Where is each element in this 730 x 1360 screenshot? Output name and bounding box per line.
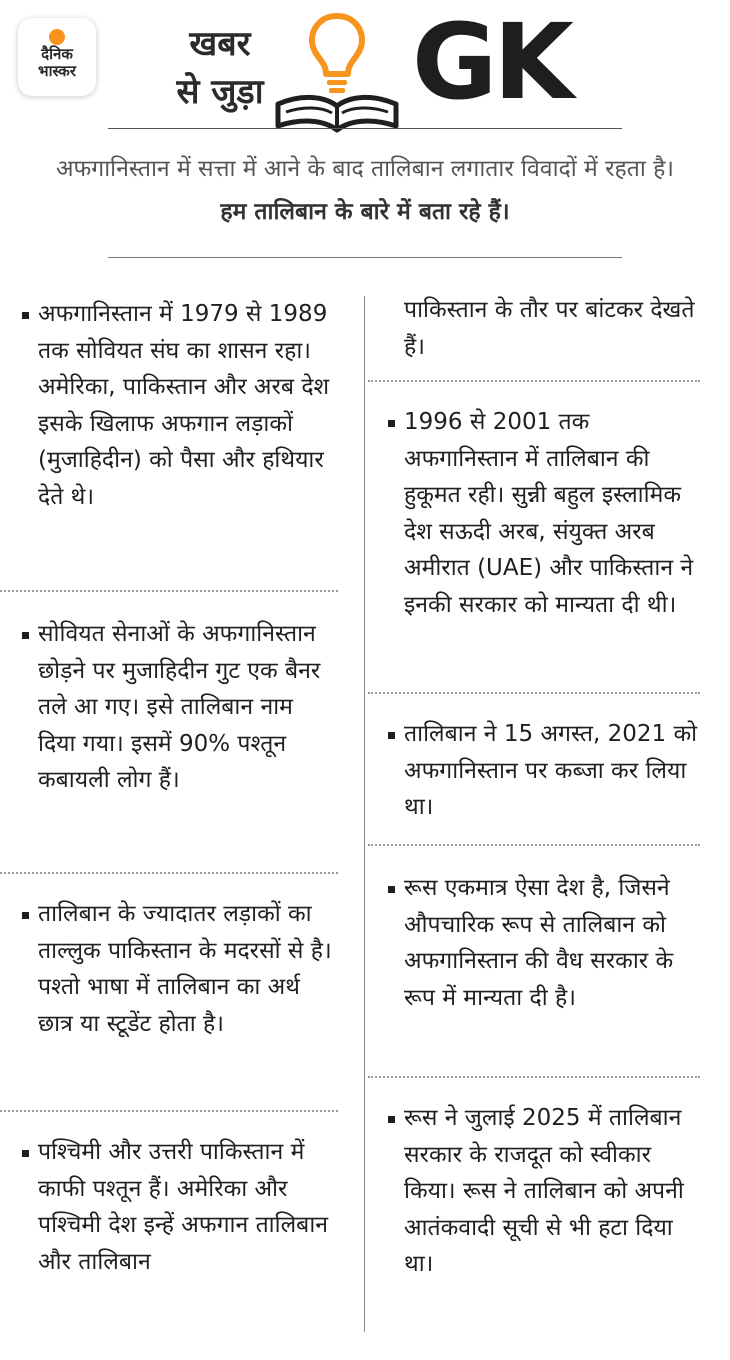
header-divider bbox=[108, 128, 622, 129]
item-divider bbox=[368, 380, 700, 382]
list-item bbox=[0, 1134, 340, 1280]
bullet-icon bbox=[388, 1116, 395, 1123]
list-item-continuation bbox=[368, 292, 710, 365]
item-divider bbox=[0, 872, 338, 874]
intro-bold-text: हम तालिबान के बारे में बता रहे हैं। bbox=[220, 199, 510, 225]
list-item bbox=[0, 896, 340, 1042]
bullet-icon bbox=[22, 632, 29, 639]
list-item-text: तालिबान के ज्यादातर लड़ाकों का ताल्लुक पाकिस्तान के मदरसों से है। पश्तो भाषा में तालिबान का अर्थ छात्र या स्टूडेंट होता है। bbox=[38, 901, 332, 1037]
list-item-text: सोवियत सेनाओं के अफगानिस्तान छोड़ने पर मुजाहिदीन गुट एक बैनर तले आ गए। इसे तालिबान नाम दिया गया। इसमें 90% पश्तून कबायली लोग हैं। bbox=[38, 621, 321, 793]
list-item bbox=[368, 716, 710, 826]
khabar-title-line-1: खबर bbox=[189, 24, 251, 64]
list-item-text: तालिबान ने 15 अगस्त, 2021 को अफगानिस्तान पर कब्जा कर लिया था। bbox=[404, 721, 698, 820]
bullet-icon bbox=[388, 732, 395, 739]
intro-divider bbox=[108, 257, 622, 258]
dainik-bhaskar-logo[interactable] bbox=[18, 18, 96, 96]
list-item bbox=[368, 870, 710, 1016]
item-divider bbox=[368, 844, 700, 846]
bullet-icon bbox=[22, 312, 29, 319]
khabar-title-line-2: से जुड़ा bbox=[176, 72, 264, 112]
list-item-text: रूस एकमात्र ऐसा देश है, जिसने औपचारिक रूप से तालिबान को अफगानिस्तान की वैध सरकार के रूप में मान्यता दी है। bbox=[404, 875, 674, 1011]
list-item bbox=[0, 296, 340, 515]
list-item bbox=[368, 404, 710, 623]
item-divider bbox=[368, 692, 700, 694]
item-divider bbox=[0, 590, 338, 592]
list-item-text: अफगानिस्तान में 1979 से 1989 तक सोवियत संघ का शासन रहा। अमेरिका, पाकिस्तान और अरब देश इसके खिलाफ अफगान लड़ाकों (मुजाहिदीन) को पैसा और हथियार देते थे। bbox=[38, 301, 330, 510]
logo-line-2: भास्कर bbox=[38, 62, 76, 80]
bullet-icon bbox=[388, 420, 395, 427]
item-divider bbox=[0, 1110, 338, 1112]
header bbox=[0, 0, 730, 130]
list-item bbox=[0, 616, 340, 799]
list-item-text: रूस ने जुलाई 2025 में तालिबान सरकार के राजदूत को स्वीकार किया। रूस ने तालिबान को अपनी आतंकवादी सूची से भी हटा दिया था। bbox=[404, 1105, 684, 1277]
list-item-text: पाकिस्तान के तौर पर बांटकर देखते हैं। bbox=[404, 297, 695, 360]
intro-text: अफगानिस्तान में सत्ता में आने के बाद तालिबान लगातार विवादों में रहता है। bbox=[55, 156, 675, 182]
column-divider bbox=[364, 296, 365, 1332]
item-divider bbox=[368, 1076, 700, 1078]
bullet-icon bbox=[22, 1150, 29, 1157]
list-item-text: पश्चिमी और उत्तरी पाकिस्तान में काफी पश्तून हैं। अमेरिका और पश्चिमी देश इन्हें अफगान तालिबान और तालिबान bbox=[38, 1139, 329, 1275]
bulb-book-icon bbox=[272, 8, 402, 136]
list-item-text: 1996 से 2001 तक अफगानिस्तान में तालिबान की हुकूमत रही। सुन्नी बहुल इस्लामिक देश सऊदी अरब, संयुक्त अरब अमीरात (UAE) और पाकिस्तान ने इनकी सरकार को मान्यता दी थी। bbox=[404, 409, 694, 618]
logo-line-1: दैनिक bbox=[41, 45, 73, 63]
sun-icon bbox=[49, 29, 65, 45]
list-item bbox=[368, 1100, 710, 1283]
gk-title: GK bbox=[412, 1, 570, 123]
bullet-icon bbox=[388, 886, 395, 893]
bullet-icon bbox=[22, 912, 29, 919]
intro-paragraph bbox=[40, 148, 690, 234]
